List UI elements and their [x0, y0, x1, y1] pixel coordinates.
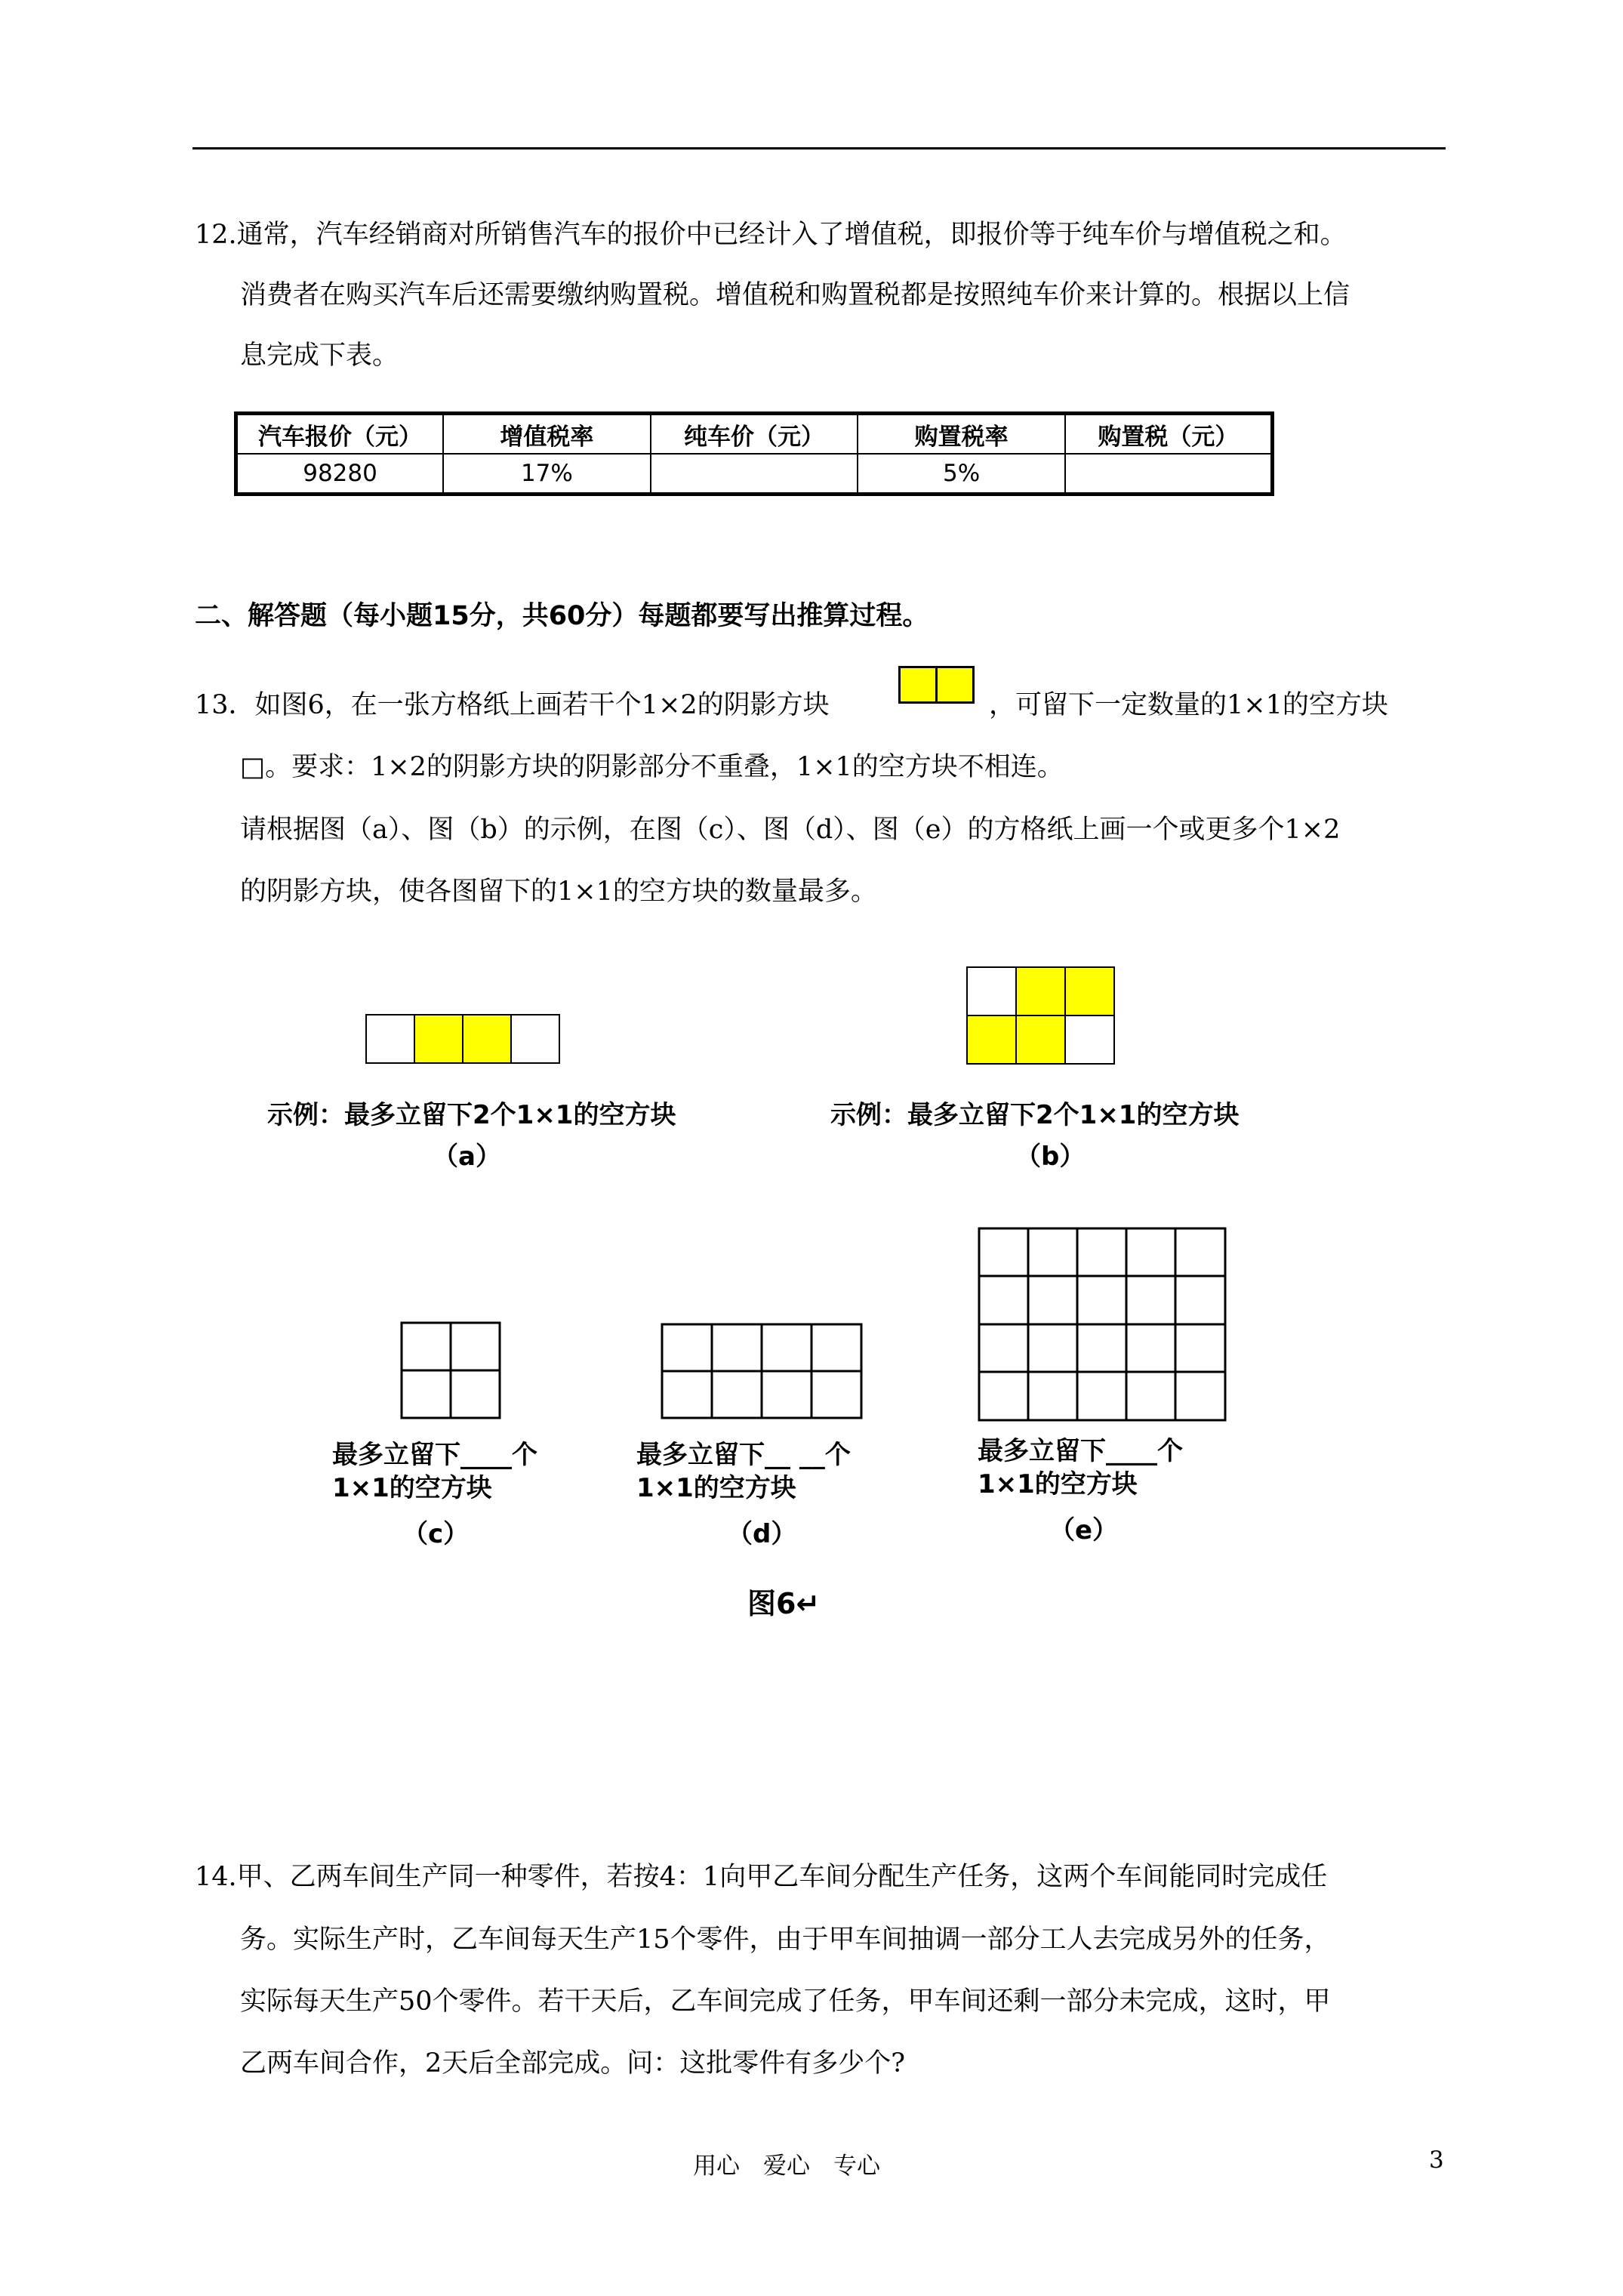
q14-line2: 务。实际生产时，乙车间每天生产15个零件，由于甲车间抽调一部分工人去完成另外的任务， — [240, 1925, 1331, 1955]
cell-vat-rate: 17% — [443, 454, 651, 495]
shaded-cell — [1064, 966, 1115, 1016]
figure-title: 图6↵ — [747, 1587, 821, 1620]
q13-line2: □。要求：1×2的阴影方块的阴影部分不重叠，1×1的空方块不相连。 — [240, 752, 1064, 782]
section-heading: 二、解答题（每小题15分，共60分）每题都要写出推算过程。 — [195, 601, 929, 631]
figure-d-grid[interactable] — [661, 1323, 863, 1419]
q13-line1b: ，可留下一定数量的1×1的空方块 — [989, 690, 1388, 720]
header-cell-price: 汽车报价（元） — [236, 414, 444, 455]
header-cell-purchase-tax: 购置税（元） — [1065, 414, 1273, 455]
q13-line1a: 13．如图6，在一张方格纸上画若干个1×2的阴影方块 — [195, 690, 830, 720]
figure-d-caption-2: 1×1的空方块 — [636, 1473, 796, 1503]
shaded-cell — [414, 1014, 463, 1064]
q12-line2: 消费者在购买汽车后还需要缴纳购置税。增值税和购置税都是按照纯车价来计算的。根据以上信 — [240, 280, 1350, 310]
grid-cell — [966, 966, 1017, 1016]
header-rule — [192, 147, 1446, 149]
q13-line4: 的阴影方块，使各图留下的1×1的空方块的数量最多。 — [240, 877, 877, 907]
shaded-cell — [1015, 1015, 1066, 1065]
table-header-row — [236, 414, 1273, 455]
q14-line3: 实际每天生产50个零件。若干天后，乙车间完成了任务，甲车间还剩一部分未完成，这时，甲 — [240, 1986, 1331, 2017]
figure-e-grid[interactable] — [978, 1227, 1227, 1422]
figure-b-caption: 示例：最多立留下2个1×1的空方块 — [830, 1100, 1240, 1130]
shaded-cell — [462, 1014, 512, 1064]
footer-motto: 用心 爱心 专心 — [693, 2153, 880, 2180]
domino-icon-right — [935, 666, 975, 704]
grid-cell — [365, 1014, 415, 1064]
figure-a-caption: 示例：最多立留下2个1×1的空方块 — [267, 1100, 676, 1130]
grid-cell — [510, 1014, 560, 1064]
cell-net-price[interactable] — [651, 454, 858, 495]
q14-line4: 乙两车间合作，2天后全部完成。问：这批零件有多少个? — [240, 2048, 906, 2079]
figure-d-caption-1: 最多立留下__ __个 — [636, 1440, 851, 1470]
figure-d-label: （d） — [727, 1519, 797, 1549]
figure-a-label: （a） — [433, 1142, 501, 1172]
cell-purchase-tax-rate: 5% — [858, 454, 1065, 495]
shaded-cell — [1015, 966, 1066, 1016]
figure-e-caption-2: 1×1的空方块 — [978, 1469, 1138, 1499]
header-cell-vat-rate: 增值税率 — [443, 414, 651, 455]
q13-line3: 请根据图（a）、图（b）的示例，在图（c）、图（d）、图（e）的方格纸上画一个或更多个1×2 — [240, 815, 1341, 845]
domino-icon — [898, 666, 938, 704]
figure-c-grid[interactable] — [400, 1321, 501, 1419]
q12-line1: 12.通常，汽车经销商对所销售汽车的报价中已经计入了增值税，即报价等于纯车价与增值税之和。 — [195, 220, 1347, 250]
grid-cell — [1064, 1015, 1115, 1065]
q14-line1: 14.甲、乙两车间生产同一种零件，若按4：1向甲乙车间分配生产任务，这两个车间能同时完成任 — [195, 1862, 1328, 1892]
page-number: 3 — [1429, 2147, 1444, 2174]
figure-c-caption-2: 1×1的空方块 — [332, 1473, 492, 1503]
figure-c-caption-1: 最多立留下____个 — [332, 1440, 537, 1470]
figure-c-label: （c） — [402, 1519, 470, 1549]
cell-price: 98280 — [236, 454, 444, 495]
header-cell-purchase-tax-rate: 购置税率 — [858, 414, 1065, 455]
cell-purchase-tax[interactable] — [1065, 454, 1273, 495]
table-row — [236, 454, 1273, 495]
price-table — [234, 411, 1274, 496]
shaded-cell — [966, 1015, 1017, 1065]
header-cell-net-price: 纯车价（元） — [651, 414, 858, 455]
q12-line3: 息完成下表。 — [240, 341, 399, 371]
figure-b-label: （b） — [1015, 1142, 1086, 1172]
figure-e-caption-1: 最多立留下____个 — [978, 1436, 1183, 1466]
figure-e-label: （e） — [1049, 1515, 1119, 1546]
